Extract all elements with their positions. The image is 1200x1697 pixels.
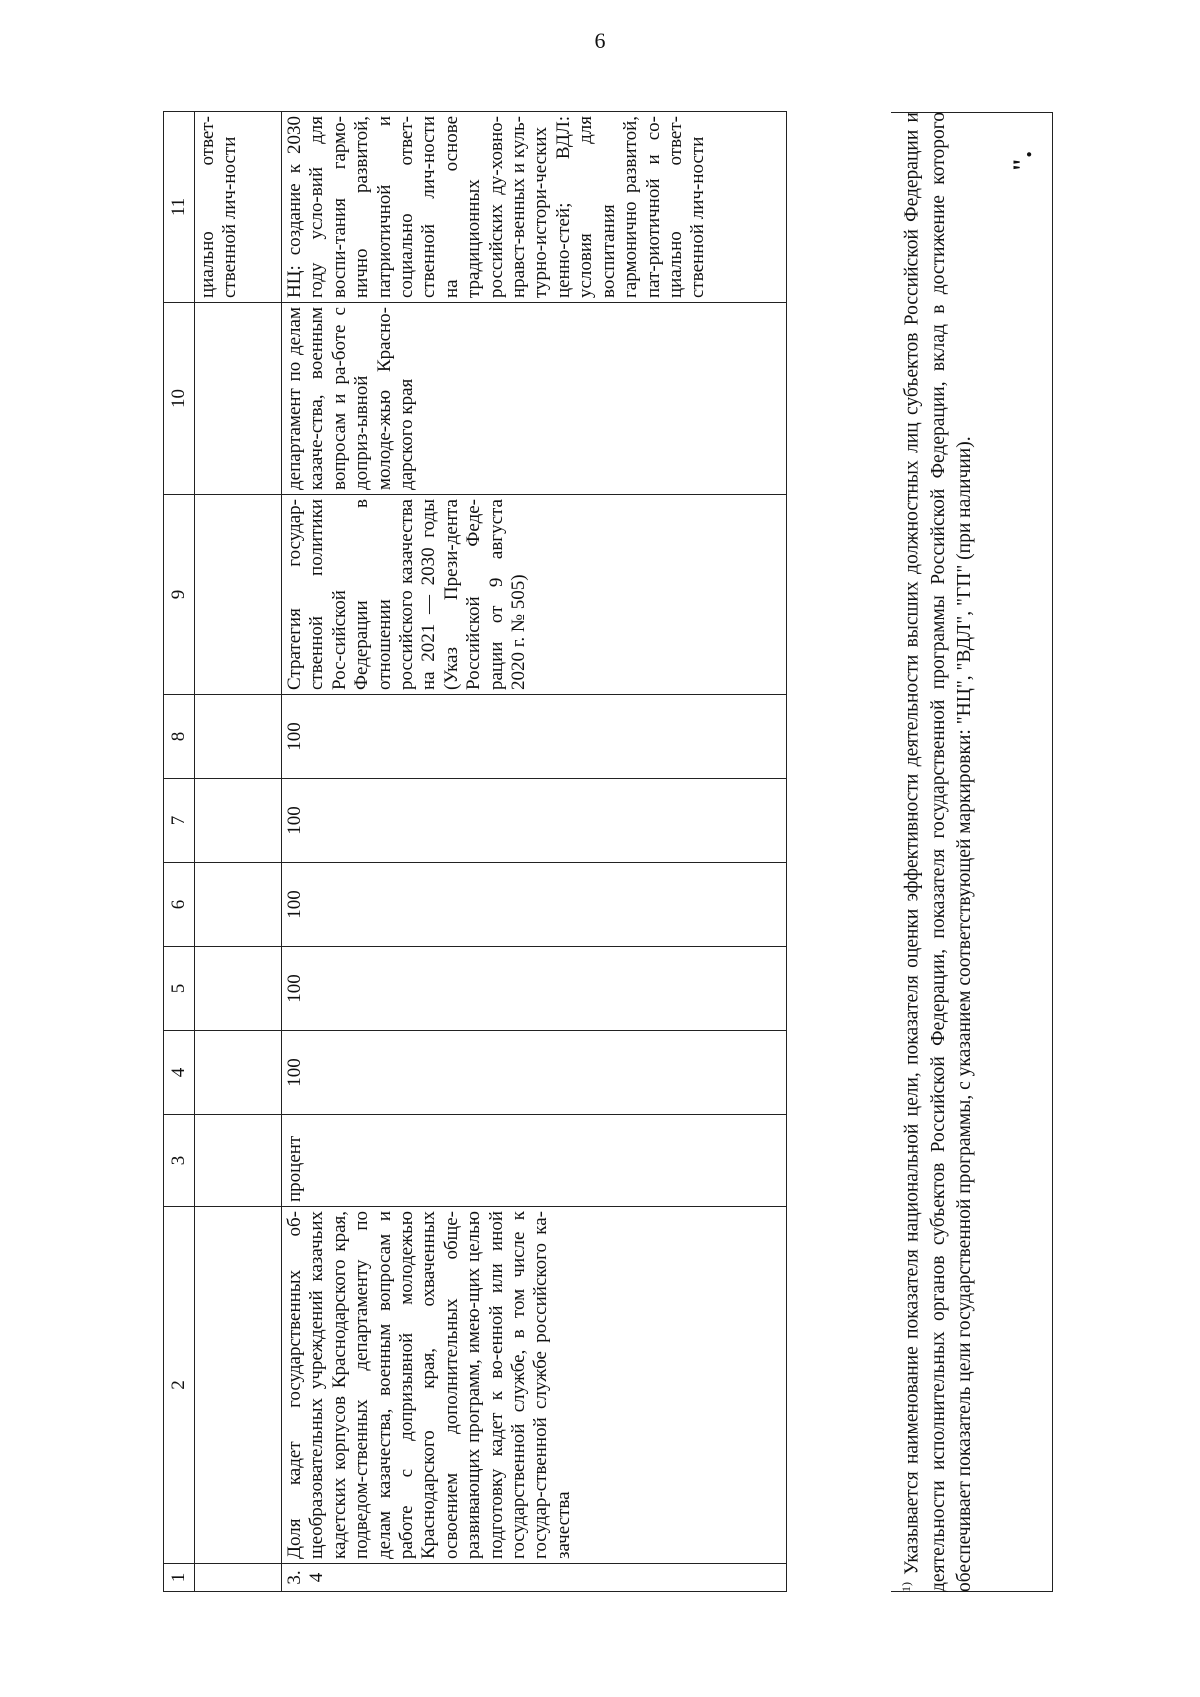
empty-cell <box>195 1564 282 1592</box>
unit-cell: процент <box>282 1115 787 1207</box>
indicators-table <box>163 111 787 1592</box>
empty-cell <box>195 1115 282 1207</box>
page-number: 6 <box>594 28 606 53</box>
col-number: 4 <box>164 1031 195 1115</box>
col-number: 2 <box>164 1207 195 1564</box>
col-number: 11 <box>164 112 195 303</box>
value-cell: 100 <box>282 947 787 1031</box>
footnote-marker: 1) <box>899 1582 913 1592</box>
column-number-row <box>164 112 195 1592</box>
empty-cell <box>195 695 282 779</box>
col-number: 9 <box>164 495 195 695</box>
table-row <box>282 112 787 1592</box>
col-number: 8 <box>164 695 195 779</box>
col-number: 6 <box>164 863 195 947</box>
continuation-row <box>195 112 282 1592</box>
empty-cell <box>195 863 282 947</box>
empty-cell <box>195 779 282 863</box>
goal-link-cell: НЦ: создание к 2030 году усло-вий для воспи-тания гармо-нично развитой, патриотичной и социально ответ-ственной лич-ности на основе традиционных российских ду-ховно-нравст-венных и куль-турно-истори-ческих ценно-стей; ВДЛ: условия для воспитания гармонично развитой, пат-риотичной и со-циально ответ-ственной лич-ности <box>282 112 787 303</box>
col-number: 5 <box>164 947 195 1031</box>
value-cell: 100 <box>282 1031 787 1115</box>
col-number: 7 <box>164 779 195 863</box>
goal-continuation-cell: циально ответ-ственной лич-ности <box>195 112 282 303</box>
rotated-sheet <box>163 112 1063 1592</box>
responsible-body-cell: департамент по делам казаче-ства, военным вопросам и ра-боте с доприз-ывной молоде-жью Красно-дарского края <box>282 303 787 495</box>
closing-quote-mark: ". <box>1008 151 1037 172</box>
col-number: 3 <box>164 1115 195 1207</box>
empty-cell <box>195 1207 282 1564</box>
indicator-name-cell: Доля кадет государственных об-щеобразовательных учреждений казачьих кадетских корпусов Краснодарского края, подведом-ственных департаменту по делам казачества, военным вопросам и работе с допризывной молодежью Краснодарского края, охваченных освоением дополнительных обще-развивающих программ, имею-щих целью подготовку кадет к во-енной или иной государственной службе, в том числе к государ-ственной службе российского ка-зачества <box>282 1207 787 1564</box>
value-cell: 100 <box>282 695 787 779</box>
row-number: 3.4 <box>282 1564 787 1592</box>
footnote <box>898 112 978 1592</box>
footnote-text: Указывается наименование показателя национальной цели, показателя оценки эффективности деятельности высших должностных лиц субъектов Российской Федерации и деятельности исполнительных органов субъектов Российской Федерации, показателя государственной программы Российской Федерации, вклад в достижение которого обеспечивает показатель цели государственной программы, с указанием соответствующей маркировки: "НЦ", "ВДЛ", "ГП" (при наличии). <box>901 112 976 1592</box>
empty-cell <box>195 303 282 495</box>
col-number: 1 <box>164 1564 195 1592</box>
value-cell: 100 <box>282 779 787 863</box>
empty-cell <box>195 495 282 695</box>
empty-cell <box>195 1031 282 1115</box>
col-number: 10 <box>164 303 195 495</box>
source-document-cell: Стратегия государ-ственной политики Рос-сийской Федерации в отношении российского казачества на 2021 — 2030 годы (Указ Прези-дента Российской Феде-рации от 9 августа 2020 г. № 505) <box>282 495 787 695</box>
value-cell: 100 <box>282 863 787 947</box>
empty-cell <box>195 947 282 1031</box>
